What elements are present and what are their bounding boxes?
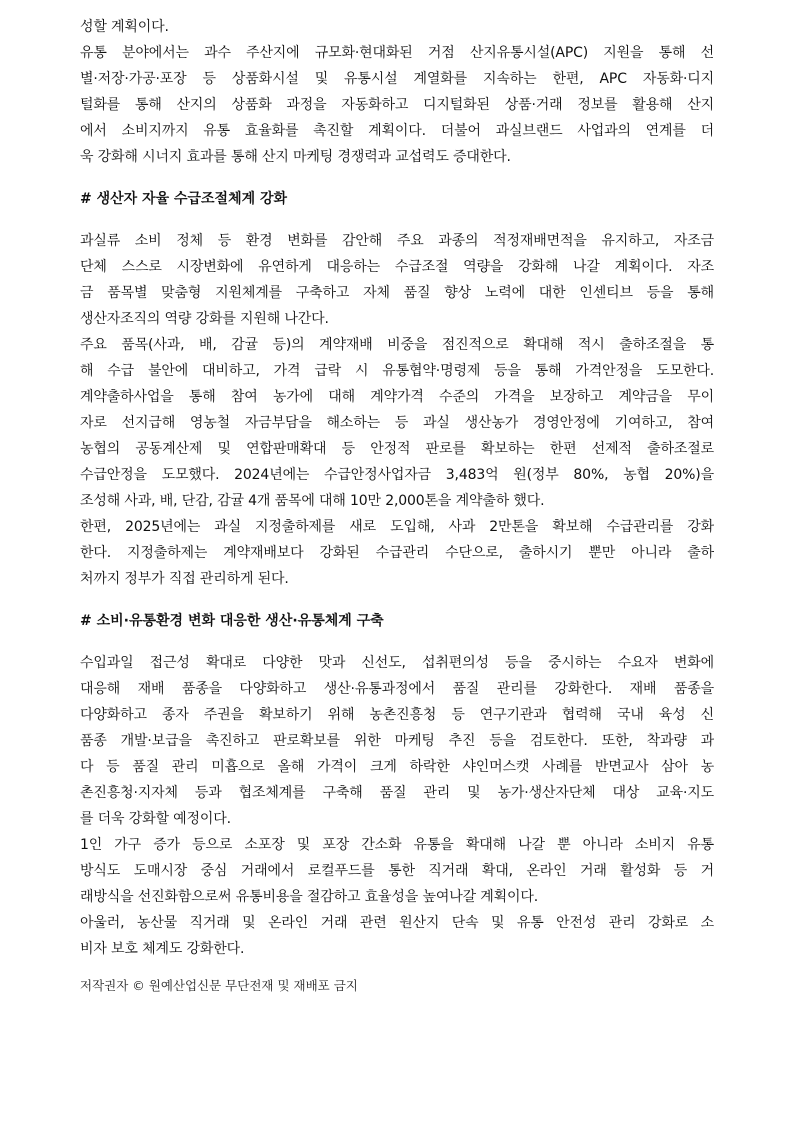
text-line: 농협의 공동계산제 및 연합판매확대 등 안정적 판로를 확보하는 한편 선제적 출하조절로 [80, 441, 714, 457]
section-1-paragraph-3 [0, 514, 793, 592]
text-line: 수입과일 접근성 확대로 다양한 맛과 신선도, 섭취편의성 등을 중시하는 수요자 변화에 [80, 655, 714, 671]
text-line: 래방식을 선진화함으로써 유통비용을 절감하고 효율성을 높여나갈 계획이다. [80, 889, 539, 905]
text-line: 아울러, 농산물 직거래 및 온라인 거래 관련 원산지 단속 및 유통 안전성 관리 강화로 소 [80, 915, 714, 931]
text-line: 촌진흥청·지자체 등과 협조체계를 구축해 품질 관리 및 농가·생산자단체 대상 교육·지도 [80, 785, 714, 801]
text-line: 조성해 사과, 배, 단감, 감귤 4개 품목에 대해 10만 2,000톤을 계약출하 했다. [80, 493, 545, 509]
text-line: 생산자조직의 역량 강화를 지원해 나간다. [80, 311, 329, 327]
section-heading-supply-control: # 생산자 자율 수급조절체계 강화 [80, 191, 288, 207]
text-line: 주요 품목(사과, 배, 감귤 등)의 계약재배 비중을 점진적으로 확대해 적시 출하조절을 통 [80, 337, 714, 353]
text-line: 품종 개발·보급을 촉진하고 판로확보를 위한 마케팅 추진 등을 검토한다. 또한, 착과량 과 [80, 733, 714, 749]
text-line: 털화를 통해 산지의 상품화 과정을 자동화하고 디지털화된 상품·거래 정보를 활용해 산지 [80, 97, 714, 113]
intro-paragraph-tail [0, 14, 793, 40]
section-2-paragraph-3 [0, 910, 793, 962]
text-line: 에서 소비지까지 유통 효율화를 촉진할 계획이다. 더불어 과실브랜드 사업과의 연계를 더 [80, 123, 714, 139]
section-heading-distribution-system: # 소비·유통환경 변화 대응한 생산·유통체계 구축 [80, 613, 384, 629]
section-2-paragraph-2 [0, 832, 793, 910]
text-line: 단체 스스로 시장변화에 유연하게 대응하는 수급조절 역량을 강화해 나갈 계획이다. 자조 [80, 259, 714, 275]
copyright-footer: 저작권자 © 원예산업신문 무단전재 및 재배포 금지 [80, 978, 358, 993]
text-line: 성할 계획이다. [80, 19, 169, 35]
text-line: 별·저장·가공·포장 등 상품화시설 및 유통시설 계열화를 지속하는 한편, APC 자동화·디지 [80, 71, 714, 87]
text-line: 자로 선지급해 영농철 자금부담을 해소하는 등 과실 생산농가 경영안정에 기여하고, 참여 [80, 415, 714, 431]
text-line: 방식도 도매시장 중심 거래에서 로컬푸드를 통한 직거래 확대, 온라인 거래 활성화 등 거 [80, 863, 714, 879]
text-line: 과실류 소비 정체 등 환경 변화를 감안해 주요 과종의 적정재배면적을 유지하고, 자조금 [80, 233, 714, 249]
text-line: 욱 강화해 시너지 효과를 통해 산지 마케팅 경쟁력과 교섭력도 증대한다. [80, 149, 511, 165]
text-line: 해 수급 불안에 대비하고, 가격 급락 시 유통협약·명령제 등을 통해 가격안정을 도모한다. [80, 363, 714, 379]
section-2-paragraph-1 [0, 650, 793, 832]
text-line: 계약출하사업을 통해 참여 농가에 대해 계약가격 수준의 가격을 보장하고 계약금을 무이 [80, 389, 714, 405]
text-line: 비자 보호 체계도 강화한다. [80, 941, 245, 957]
text-line: 대응해 재배 품종을 다양화하고 생산·유통과정에서 품질 관리를 강화한다. 재배 품종을 [80, 681, 714, 697]
text-line: 수급안정을 도모했다. 2024년에는 수급안정사업자금 3,483억 원(정부 80%, 농협 20%)을 [80, 467, 714, 483]
section-1-paragraph-2 [0, 332, 793, 514]
text-line: 1인 가구 증가 등으로 소포장 및 포장 간소화 유통을 확대해 나갈 뿐 아니라 소비지 유통 [80, 837, 714, 853]
text-line: 한다. 지정출하제는 계약재배보다 강화된 수급관리 수단으로, 출하시기 뿐만 아니라 출하 [80, 545, 714, 561]
text-line: 한편, 2025년에는 과실 지정출하제를 새로 도입해, 사과 2만톤을 확보해 수급관리를 강화 [80, 519, 714, 535]
text-line: 처까지 정부가 직접 관리하게 된다. [80, 571, 289, 587]
text-line: 다양화하고 종자 주권을 확보하기 위해 농촌진흥청 등 연구기관과 협력해 국내 육성 신 [80, 707, 714, 723]
paragraph-distribution [0, 40, 793, 170]
text-line: 다 등 품질 관리 미흡으로 올해 가격이 크게 하락한 샤인머스캣 사례를 반면교사 삼아 농 [80, 759, 714, 775]
text-line: 금 품목별 맞춤형 지원체계를 구축하고 자체 품질 향상 노력에 대한 인센티브 등을 통해 [80, 285, 714, 301]
section-1-paragraph-1 [0, 228, 793, 332]
text-line: 를 더욱 강화할 예정이다. [80, 811, 231, 827]
text-line: 유통 분야에서는 과수 주산지에 규모화·현대화된 거점 산지유통시설(APC) 지원을 통해 선 [80, 45, 714, 61]
